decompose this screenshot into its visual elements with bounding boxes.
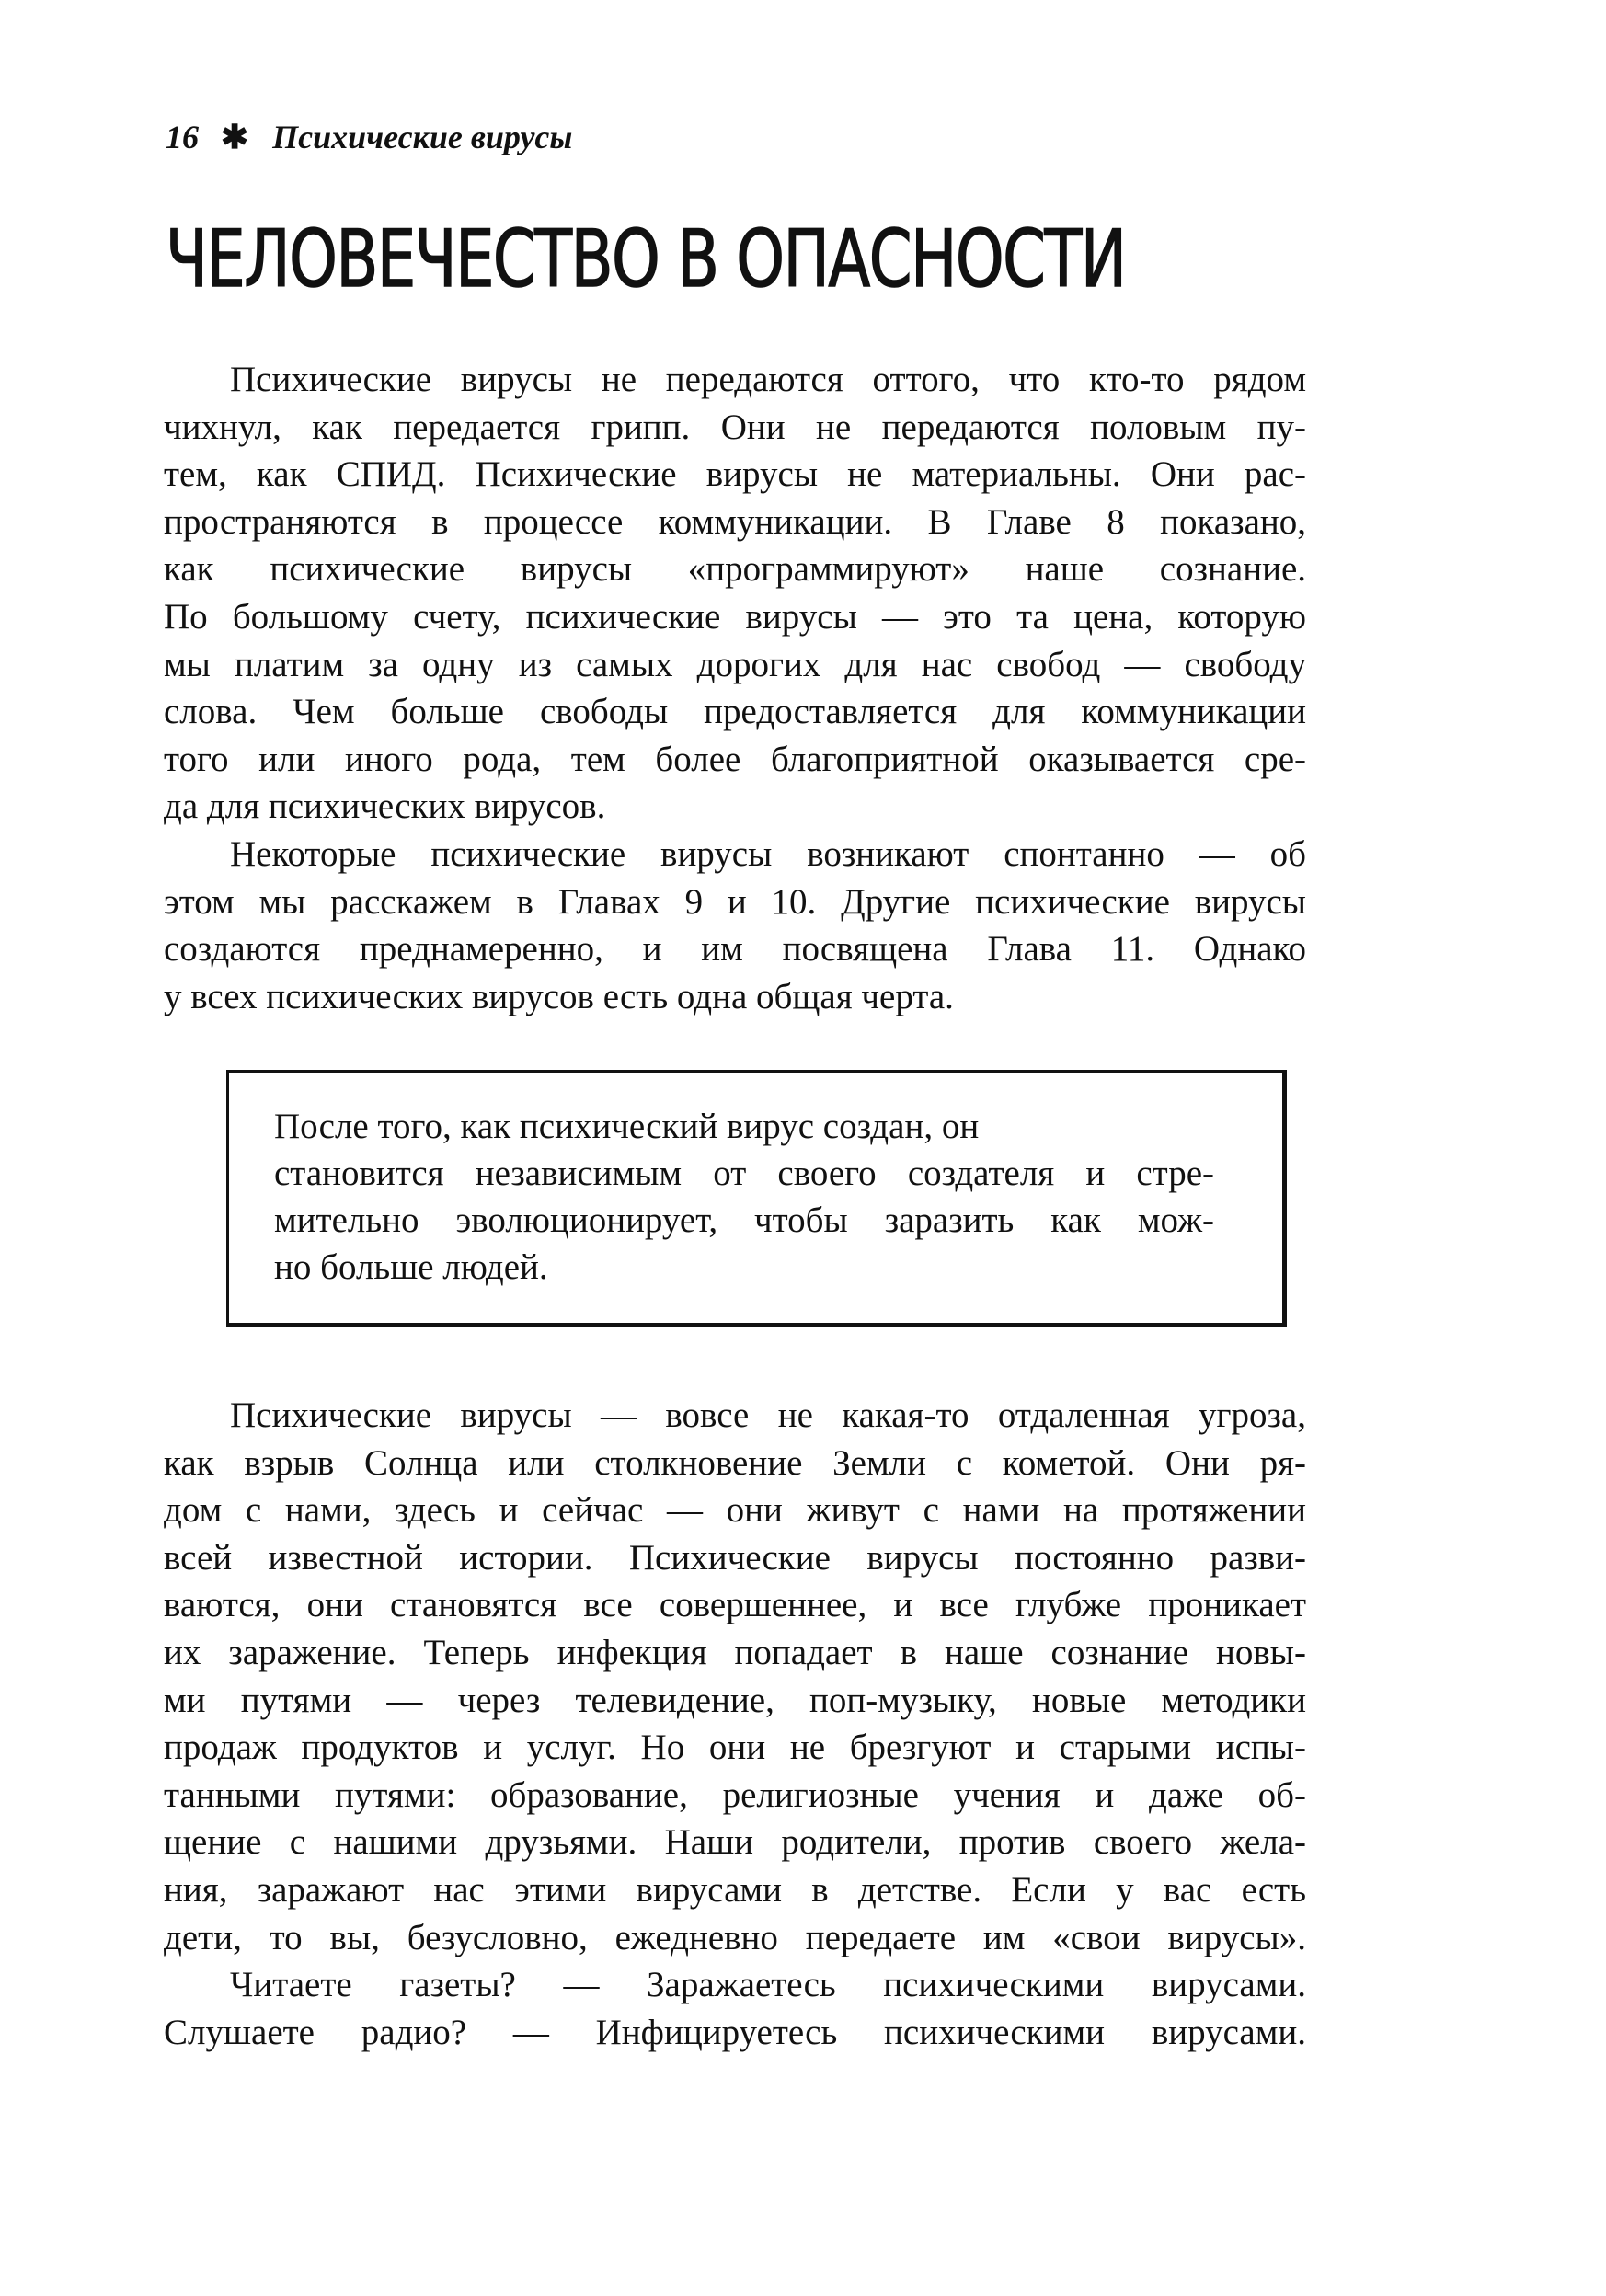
text-line: слова. Чем больше свободы предоставляется для коммуникации bbox=[164, 692, 1306, 732]
text-line: мительно эволюционирует, чтобы заразить как мож- bbox=[274, 1200, 1214, 1240]
running-header bbox=[166, 118, 572, 156]
text-line: тем, как СПИД. Психические вирусы не материальны. Они рас- bbox=[164, 454, 1306, 495]
text-line: этом мы расскажем в Главах 9 и 10. Другие психические вирусы bbox=[164, 881, 1306, 922]
text-line: По большому счету, психические вирусы — это та цена, которую bbox=[164, 596, 1306, 637]
text-line: Психические вирусы не передаются оттого, что кто-то рядом bbox=[230, 360, 1306, 399]
text-line: Психические вирусы — вовсе не какая-то отдаленная угроза, bbox=[230, 1395, 1306, 1435]
text-line: ми путями — через телевидение, поп-музыку, новые методики bbox=[164, 1680, 1306, 1720]
text-line: их заражение. Теперь инфекция попадает в наше сознание новы- bbox=[164, 1632, 1306, 1672]
callout-text bbox=[274, 1103, 1214, 1291]
text-line: как психические вирусы «программируют» наше сознание. bbox=[164, 549, 1306, 590]
text-line: чихнул, как передается грипп. Они не передаются половым пу- bbox=[164, 407, 1306, 447]
text-line: ваются, они становятся все совершеннее, и все глубже проникает bbox=[164, 1585, 1306, 1625]
text-line: дети, то вы, безусловно, ежедневно передаете им «свои вирусы». bbox=[164, 1917, 1306, 1957]
text-line: становится независимым от своего создателя и стре- bbox=[274, 1154, 1214, 1193]
chapter-section-title: ЧЕЛОВЕЧЕСТВО В ОПАСНОСТИ bbox=[166, 213, 1126, 305]
text-line: да для психических вирусов. bbox=[164, 786, 606, 827]
text-line: как взрыв Солнца или столкновение Земли с кометой. Они ря- bbox=[164, 1442, 1306, 1483]
text-line: Слушаете радио? — Инфицируетесь психическими вирусами. bbox=[164, 2012, 1306, 2052]
text-line: дом с нами, здесь и сейчас — они живут с нами на протяжении bbox=[164, 1490, 1306, 1531]
text-line: но больше людей. bbox=[274, 1247, 548, 1287]
asterisk-ornament-icon: ✱ bbox=[221, 119, 249, 155]
page-number: 16 bbox=[166, 119, 199, 155]
text-line: ния, заражают нас этими вирусами в детстве. Если у вас есть bbox=[164, 1869, 1306, 1910]
text-line: у всех психических вирусов есть одна общая черта. bbox=[164, 976, 954, 1016]
text-line: После того, как психический вирус создан, он bbox=[274, 1107, 980, 1146]
text-line: пространяются в процессе коммуникации. В Главе 8 показано, bbox=[164, 501, 1306, 542]
text-line: Читаете газеты? — Заражаетесь психическими вирусами. bbox=[230, 1965, 1306, 2005]
text-line: Некоторые психические вирусы возникают спонтанно — об bbox=[230, 833, 1306, 874]
section-1-text bbox=[164, 356, 1306, 1020]
text-line: танными путями: образование, религиозные учения и даже об- bbox=[164, 1774, 1306, 1815]
text-line: щение с нашими друзьями. Наши родители, против своего жела- bbox=[164, 1822, 1306, 1863]
callout-box bbox=[226, 1070, 1287, 1327]
running-title: Психические вирусы bbox=[272, 119, 573, 155]
section-2-text bbox=[164, 1392, 1306, 2056]
text-line: мы платим за одну из самых дорогих для нас свобод — свободу bbox=[164, 644, 1306, 684]
text-line: продаж продуктов и услуг. Но они не брезгуют и старыми испы- bbox=[164, 1728, 1306, 1768]
text-line: всей известной истории. Психические вирусы постоянно разви- bbox=[164, 1537, 1306, 1578]
text-line: того или иного рода, тем более благоприятной оказывается сре- bbox=[164, 739, 1306, 779]
text-line: создаются преднамеренно, и им посвящена Глава 11. Однако bbox=[164, 929, 1306, 970]
